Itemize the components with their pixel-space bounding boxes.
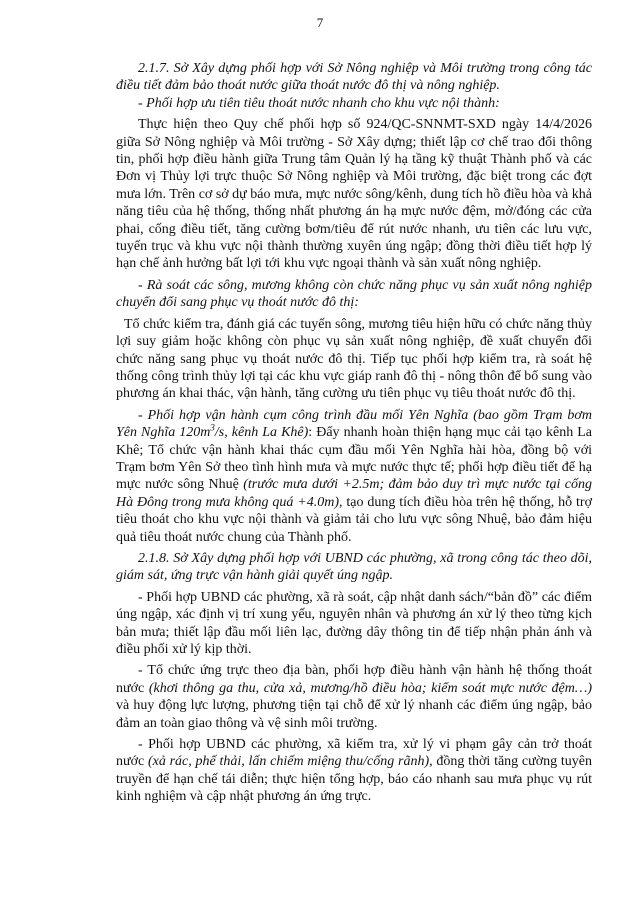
yen-nghia-water-level-note: (trước mưa dưới +2.5m; đảm bảo duy trì mực nước tại cống Hà Đông trong mưa không quá +4.0m) — [116, 477, 592, 510]
violation-examples-note: (xả rác, phế thải, lấn chiếm miệng thu/cống rãnh) — [147, 754, 430, 770]
paragraph-canal-review: Tổ chức kiểm tra, đánh giá các tuyến sông, mương tiêu hiện hữu có chức năng thủy lợi suy giảm hoặc không còn phục vụ sản xuất nông nghiệp, đề xuất chuyển đổi chức năng sang phục vụ thoát nước đô thị. Tiếp tục phối hợp kiểm tra, rà soát hệ thống công trình thủy lợi tại các khu vực giáp ranh đô thị - nông thôn để bổ sung vào phương án khai thác, vận hành, tăng cường ưu tiên phục vụ tiêu thoát nước đô thị. — [116, 316, 592, 402]
paragraph-on-duty-operation — [116, 662, 592, 732]
paragraph-flood-map-update: - Phối hợp UBND các phường, xã rà soát, cập nhật danh sách/“bản đồ” các điểm úng ngập, xác định vị trí xung yếu, nguyên nhân và phương án xử lý theo từng kịch bản mưa; thiết lập đầu mối liên lạc, đường dây thông tin để tiếp nhận phản ánh và điều phối xử lý kịp thời. — [116, 589, 592, 657]
yen-nghia-body-b: , tạo dung tích điều hòa trên hệ thống, hỗ trợ tiêu thoát cho khu vực nội thành và giảm tải cho lưu vực sông Nhuệ, bảo đảm hiệu quả tiêu thoát nước chung của Thành phố. — [116, 494, 592, 545]
section-heading-2-1-8: 2.1.8. Sở Xây dựng phối hợp với UBND các phường, xã trong công tác theo dõi, giám sát, ứng trực vận hành giải quyết úng ngập. — [116, 550, 592, 584]
on-duty-body-a: - Tổ chức ứng trực theo địa bàn, phối hợp điều hành vận hành hệ thống thoát nước — [116, 663, 592, 696]
violation-body-a: - Phối hợp UBND các phường, xã kiểm tra, xử lý vi phạm gây cản trở thoát nước — [116, 737, 592, 770]
item-title-yen-nghia-b: /s, kênh La Khê) — [214, 425, 309, 441]
yen-nghia-body-a: : Đẩy nhanh hoàn thiện hạng mục cải tạo kênh La Khê; Tổ chức vận hành khai thác cụm đầu mối Yên Nghĩa hài hòa, đồng bộ với Trạm bơm Yên Sở theo tình hình mưa và mực nước thực tế; phối hợp điều tiết để hạ mực nước sông Nhuệ — [116, 425, 593, 493]
item-title-canal-review: - Rà soát các sông, mương không còn chức năng phục vụ sản xuất nông nghiệp chuyển đổi sang phục vụ thoát nước đô thị: — [116, 277, 592, 311]
section-heading-2-1-7: 2.1.7. Sở Xây dựng phối hợp với Sở Nông nghiệp và Môi trường trong công tác điều tiết đảm bảo thoát nước giữa thoát nước đô thị và nông nghiệp. — [116, 61, 592, 94]
paragraph-violation-handling — [116, 736, 592, 806]
page-number: 7 — [316, 15, 324, 30]
superscript-cubic: 3 — [210, 422, 215, 433]
on-duty-actions-note: (khơi thông ga thu, cửa xả, mương/hồ điều hòa; kiểm soát mực nước đệm…) — [148, 680, 592, 696]
violation-body-b: , đồng thời tăng cường tuyên truyền để hạn chế tái diễn; thực hiện tổng hợp, báo cáo nhanh sau mưa phục vụ rút kinh nghiệm và cập nhật phương án ứng trực. — [116, 754, 592, 805]
paragraph-yen-nghia-operation — [116, 407, 592, 546]
item-title-priority-drainage: - Phối hợp ưu tiên tiêu thoát nước nhanh cho khu vực nội thành: — [138, 95, 500, 111]
paragraph-coordination-regulation: Thực hiện theo Quy chế phối hợp số 924/QC-SNNMT-SXD ngày 14/4/2026 giữa Sở Nông nghiệp và Môi trường - Sở Xây dựng; thiết lập cơ chế trao đổi thông tin, phối hợp điều hành giữa Trung tâm Quản lý hạ tầng kỹ thuật Thành phố và các Đơn vị Thủy lợi trực thuộc Sở Nông nghiệp và Môi trường, đặc biệt trong các đợt mưa lớn. Trên cơ sở dự báo mưa, mực nước sông/kênh, dung tích hồ điều hòa và khả năng tiêu của hệ thống, thống nhất phương án hạ mực nước đệm, mở/đóng các cửa phai, cống điều tiết, tăng cường bơm/tiêu để rút nước nhanh, ưu tiên các lưu vực, tuyến trục và khu vực nội thành thường xuyên úng ngập; đồng thời điều tiết hợp lý hạn chế ảnh hưởng bất lợi tới khu vực ngoại thành và sản xuất nông nghiệp. — [116, 117, 592, 272]
document-body — [116, 60, 592, 806]
on-duty-body-b: và huy động lực lượng, phương tiện tại chỗ để xử lý nhanh các điểm úng ngập, bảo đảm an toàn giao thông và vệ sinh môi trường. — [116, 698, 592, 731]
item-title-yen-nghia-a: - Phối hợp vận hành cụm công trình đầu mối Yên Nghĩa (bao gồm Trạm bơm Yên Nghĩa 120m — [116, 407, 592, 441]
